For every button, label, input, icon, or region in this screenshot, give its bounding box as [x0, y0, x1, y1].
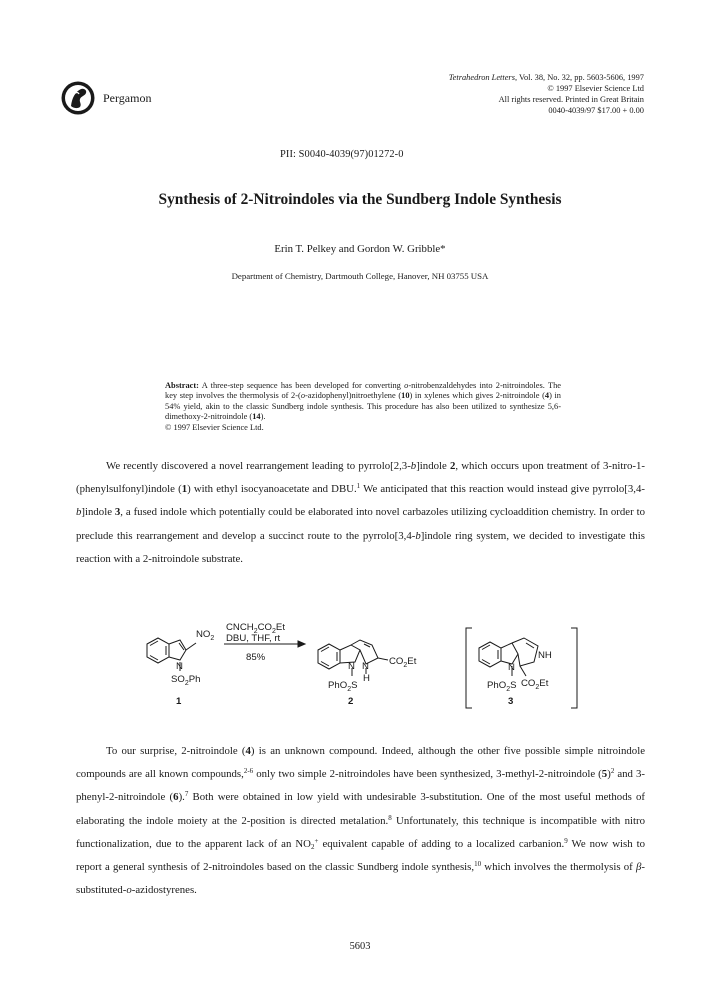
- bracket-right: [571, 628, 577, 708]
- yield: 85%: [246, 652, 266, 663]
- c2-n1: N: [348, 661, 355, 672]
- ref-2: 2: [610, 767, 615, 776]
- copyright-line: © 1997 Elsevier Science Ltd: [547, 84, 644, 93]
- authors: Erin T. Pelkey and Gordon W. Gribble*: [274, 243, 446, 255]
- compound-1-label: 1: [176, 696, 182, 707]
- reaction-scheme: [0, 600, 720, 725]
- publisher-name: Pergamon: [103, 91, 152, 105]
- body-paragraph-2: To our surprise, 2-nitroindole (4) is an unknown compound. Indeed, although the other five possible simple nitroindole compounds are all known compounds,$^{2-6}$ only two simple 2-nitroindoles have been synthesized, 3-methyl-2-nitroindole $(5)^2$ and 3-phenyl-2-nitroindole (6).$^7$ Both were obtained in low yield with undesirable 3-substitution. One of the most useful methods of elaborating the indole moiety at the 2-position is directed metalation.$^8$ Unfortunately, this technique is incompatible with nitro functionalization, due to the apparent lack of an $NO_2^+$ equivalent capable of adding to a localized carbanion.$^9$ We now wish to report a general synthesis of 2-nitroindoles based on the classic Sundberg indole synthesis,$^{10}$ which involves the thermolysis of β-substituted-o-azidostyrenes.: [76, 745, 646, 897]
- compound-1-structure: [147, 638, 196, 671]
- abstract: Abstract: A three-step sequence has been developed for converting o-nitrobenzaldehydes into 2-nitroindoles. The key step involves the thermolysis of 2-(o-azidophenyl)nitroethylene (10) in xylenes which gives 2-nitroindole (4) in 54% yield, akin to the classic Sundberg indole synthesis. This procedure has also been utilized to synthesize 5,6-dimethoxy-2-nitroindole (14). © 1997 Elsevier Science Ltd.: [165, 381, 561, 432]
- pii: PII: S0040-4039(97)01272-0: [280, 149, 404, 160]
- price-line: 0040-4039/97 $17.00 + 0.00: [548, 106, 644, 115]
- journal-name: Tetrahedron Letters: [448, 73, 515, 82]
- journal-info: [449, 72, 644, 116]
- ref-9: 9: [564, 836, 568, 845]
- journal-citation: Tetrahedron Letters, Vol. 38, No. 32, pp. 5603-5606, 1997: [448, 73, 644, 82]
- reagent-1: $CNCH_2CO_2Et$: [226, 622, 285, 635]
- abstract-copyright: © 1997 Elsevier Science Ltd.: [165, 422, 264, 432]
- c3-co2et: $CO_2Et$: [521, 678, 549, 691]
- c3-nh: NH: [538, 650, 552, 661]
- affiliation: Department of Chemistry, Dartmouth College, Hanover, NH 03755 USA: [231, 271, 489, 281]
- article-title: Synthesis of 2-Nitroindoles via the Sundberg Indole Synthesis: [158, 191, 562, 208]
- bracket-left: [466, 628, 472, 708]
- reagent-2: DBU, THF, rt: [226, 633, 281, 644]
- ref-1: 1: [356, 482, 361, 491]
- c1-no2: $NO_2$: [196, 629, 215, 642]
- compound-3-label: 3: [508, 696, 514, 707]
- c2-co2et: $CO_2Et$: [389, 656, 417, 669]
- compound-2-label: 2: [348, 696, 354, 707]
- ref-8: 8: [388, 813, 392, 822]
- c2-n2: N: [362, 661, 369, 672]
- c3-n: N: [508, 662, 515, 673]
- body-paragraph-1: We recently discovered a novel rearrangement leading to pyrrolo[2,3-b]indole 2, which occurs upon treatment of 3-nitro-1-(phenylsulfonyl)indole (1) with ethyl isocyanoacetate and DBU.$^1$ We anticipated that this reaction would instead give pyrrolo[3,4-b]indole 3, a fused indole which potentially could be elaborated into novel carbazoles utilizing cycloaddition chemistry. In order to preclude this rearrangement and develop a succinct route to the pyrrolo[3,4-b]indole ring system, we decided to investigate this reaction with a 2-nitroindole substrate.: [76, 460, 645, 565]
- ref-7: 7: [184, 790, 189, 799]
- publisher-logo-icon: [60, 80, 96, 116]
- c3-pho2s: PhO$_2$S: [487, 680, 517, 693]
- ref-10: 10: [474, 860, 482, 869]
- c2-h: H: [363, 673, 370, 684]
- ref-2-6: 2-6: [243, 767, 254, 776]
- c1-n: N: [176, 661, 183, 672]
- rights-line: All rights reserved. Printed in Great Britain: [498, 95, 644, 104]
- c1-so2ph: $SO_2Ph$: [171, 674, 201, 687]
- abstract-label: Abstract:: [165, 381, 199, 390]
- c2-pho2s: PhO$_2$S: [328, 680, 358, 693]
- page-number: 5603: [349, 941, 371, 952]
